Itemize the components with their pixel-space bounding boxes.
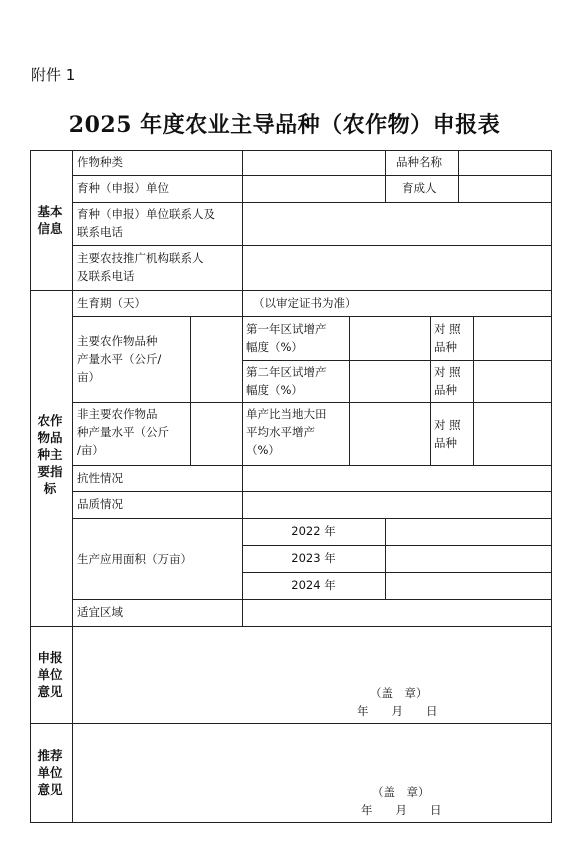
table-border	[30, 150, 552, 151]
label-breeding-unit: 育种（申报）单位	[77, 181, 169, 195]
table-line	[72, 316, 552, 317]
table-line	[72, 402, 552, 403]
label-main-crop-yield: 主要农作物品种 产量水平（公斤/ 亩）	[77, 334, 162, 384]
table-line	[72, 599, 552, 600]
growth-period-note: （以审定证书为准）	[253, 296, 357, 310]
label-local-yield-increase: 单产比当地大田 平均水平增产 （%）	[246, 407, 327, 457]
recommender-seal: （盖 章）	[372, 785, 430, 799]
label-resistance: 抗性情况	[77, 471, 123, 485]
attachment-label: 附件 1	[31, 66, 76, 84]
table-line	[385, 150, 386, 203]
section-recommend-opinion: 推荐 单位 意见	[37, 748, 63, 797]
section-applicant-opinion: 申报 单位 意见	[37, 650, 63, 699]
form-title: 2025 年度农业主导品种（农作物）申报表	[68, 112, 501, 138]
label-control-variety-1: 对 照 品种	[434, 322, 461, 354]
table-line	[30, 290, 552, 291]
label-year-2022: 2022 年	[291, 524, 336, 538]
table-line	[30, 723, 552, 724]
table-line	[72, 202, 552, 203]
table-line	[72, 175, 552, 176]
table-line	[385, 518, 386, 600]
label-year2-trial-increase: 第二年区试增产 幅度（%）	[246, 365, 327, 397]
label-year-2024: 2024 年	[291, 578, 336, 592]
label-year1-trial-increase: 第一年区试增产 幅度（%）	[246, 322, 327, 354]
table-border	[30, 822, 552, 823]
table-line	[72, 491, 552, 492]
table-line	[190, 316, 191, 466]
label-production-area: 生产应用面积（万亩）	[77, 552, 192, 566]
label-growth-period: 生育期（天）	[77, 296, 146, 310]
section-crop-indicators: 农作 物品 种主 要指 标	[37, 413, 63, 496]
table-line	[242, 572, 552, 573]
label-extension-contact: 主要农技推广机构联系人 及联系电话	[77, 251, 204, 283]
table-line	[72, 245, 552, 246]
label-non-main-crop-yield: 非主要农作物品 种产量水平（公斤 /亩）	[77, 407, 169, 457]
recommender-date: 年 月 日	[361, 803, 442, 817]
label-variety-name: 品种名称	[396, 155, 442, 169]
applicant-date: 年 月 日	[357, 704, 438, 718]
applicant-seal: （盖 章）	[370, 686, 428, 700]
label-suitable-region: 适宜区域	[77, 605, 123, 619]
label-quality: 品质情况	[77, 497, 123, 511]
table-line	[458, 150, 459, 203]
label-control-variety-2: 对 照 品种	[434, 365, 461, 397]
table-line	[72, 150, 73, 823]
table-line	[242, 545, 552, 546]
table-line	[242, 360, 552, 361]
label-breeder: 育成人	[402, 181, 437, 195]
table-line	[72, 465, 552, 466]
label-year-2023: 2023 年	[291, 551, 336, 565]
section-basic-info: 基本 信息	[37, 204, 63, 236]
table-line	[72, 518, 552, 519]
table-line	[430, 316, 431, 466]
table-line	[349, 316, 350, 466]
table-border	[551, 150, 552, 823]
table-line	[473, 316, 474, 466]
label-unit-contact: 育种（申报）单位联系人及 联系电话	[77, 207, 215, 239]
label-control-variety-3: 对 照 品种	[434, 418, 461, 450]
label-crop-type: 作物种类	[77, 155, 123, 169]
table-line	[30, 626, 552, 627]
